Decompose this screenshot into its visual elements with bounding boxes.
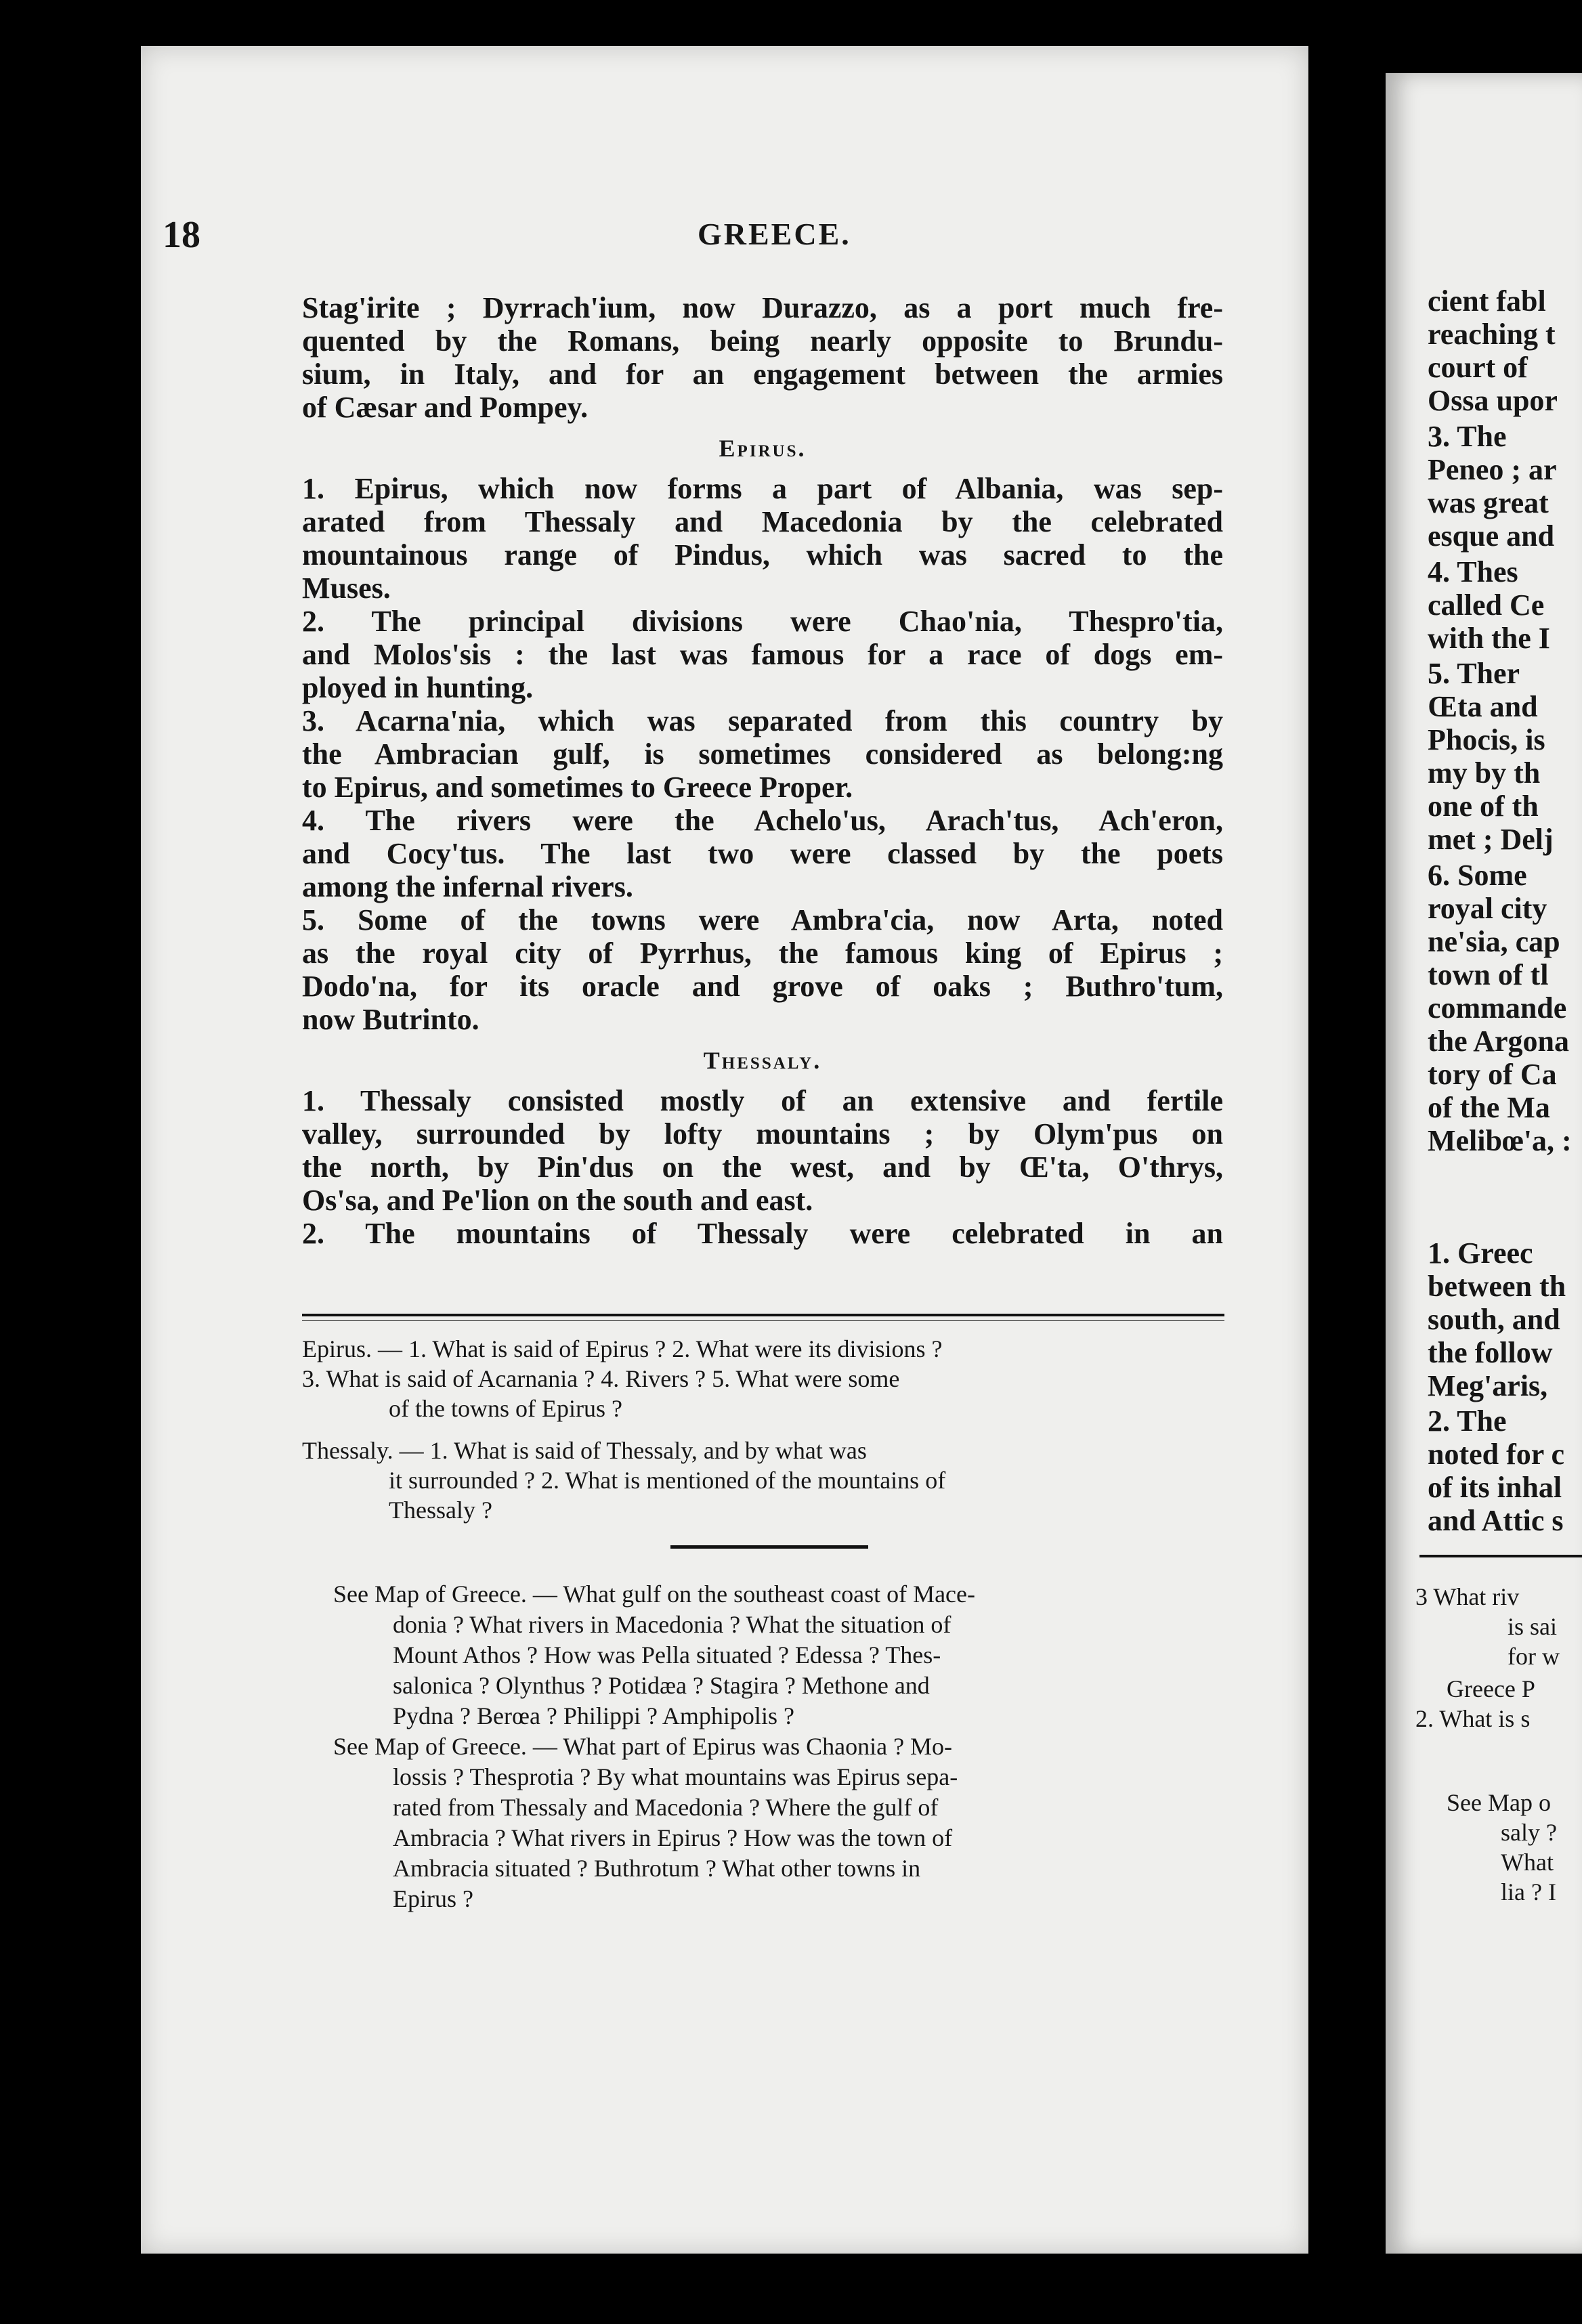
question-line: of the towns of Epirus ? — [389, 1395, 622, 1422]
right-line: noted for c — [1428, 1438, 1565, 1471]
map-question-line: Mount Athos ? How was Pella situated ? Edessa ? Thes- — [393, 1641, 941, 1669]
right-small-line: is sai — [1508, 1613, 1558, 1640]
right-line: reaching t — [1428, 318, 1556, 351]
map-question-line: See Map of Greece. — What gulf on the southeast coast of Mace- — [333, 1580, 976, 1608]
text-line: 1. Thessaly consisted mostly of an extensive and fertile — [302, 1084, 1223, 1117]
review-questions — [302, 1334, 1223, 1537]
main-text — [302, 291, 1223, 1250]
text-line: arated from Thessaly and Macedonia by the celebrated — [302, 505, 1223, 538]
right-line: of its inhal — [1428, 1471, 1562, 1504]
question-line: Thessaly. — 1. What is said of Thessaly, and by what was — [302, 1437, 867, 1464]
right-line: commande — [1428, 991, 1567, 1025]
text-line: mountainous range of Pindus, which was sacred to the — [302, 538, 1223, 572]
questions-epirus — [302, 1334, 1223, 1423]
right-line: my by th — [1428, 756, 1541, 790]
right-small-line: 2. What is s — [1415, 1705, 1531, 1732]
right-line: esque and — [1428, 519, 1555, 553]
section-rule — [302, 1314, 1224, 1321]
text-line: sium, in Italy, and for an engagement between the armies — [302, 358, 1223, 391]
right-line: 3. The — [1428, 420, 1507, 453]
page-gutter — [1308, 41, 1386, 2275]
right-line: one of th — [1428, 790, 1539, 823]
right-line: called Ce — [1428, 588, 1545, 622]
right-small-line: 3 What riv — [1415, 1583, 1520, 1610]
right-line: royal city — [1428, 892, 1547, 925]
text-line: now Butrinto. — [302, 1003, 479, 1036]
right-line: was great — [1428, 486, 1549, 519]
right-line: 1. Greec — [1428, 1236, 1533, 1270]
running-head: GREECE. — [698, 217, 851, 251]
map-question-line: Ambracia situated ? Buthrotum ? What other towns in — [393, 1855, 921, 1882]
text-line: valley, surrounded by lofty mountains ; by Olym'pus on — [302, 1117, 1223, 1150]
map-question-line: donia ? What rivers in Macedonia ? What the situation of — [393, 1611, 952, 1638]
right-line: 2. The — [1428, 1404, 1507, 1438]
map-question-line: See Map of Greece. — What part of Epirus was Chaonia ? Mo- — [333, 1733, 953, 1760]
right-small-line: for w — [1508, 1643, 1560, 1670]
section-heading-epirus: Epirus. — [719, 435, 807, 462]
question-line: 3. What is said of Acarnania ? 4. Rivers ? 5. What were some — [302, 1365, 900, 1392]
map-question-line: lossis ? Thesprotia ? By what mountains was Epirus sepa- — [393, 1763, 958, 1790]
right-line: Peneo ; ar — [1428, 453, 1557, 486]
right-small-line: See Map o — [1447, 1789, 1551, 1816]
right-line: tory of Ca — [1428, 1058, 1557, 1091]
question-line: Thessaly ? — [389, 1497, 492, 1524]
text-line: and Cocy'tus. The last two were classed by the poets — [302, 837, 1223, 870]
right-line: Phocis, is — [1428, 723, 1545, 756]
right-line: Ossa upor — [1428, 384, 1558, 417]
right-line: Melibœ'a, : — [1428, 1124, 1572, 1157]
text-line: 5. Some of the towns were Ambra'cia, now Arta, noted — [302, 903, 1223, 937]
text-line: and Molos'sis : the last was famous for a race of dogs em- — [302, 638, 1223, 671]
text-line: 2. The principal divisions were Chao'nia, Thespro'tia, — [302, 605, 1223, 638]
right-line: south, and — [1428, 1303, 1560, 1336]
text-line: Os'sa, and Pe'lion on the south and east. — [302, 1184, 813, 1217]
right-line: 6. Some — [1428, 859, 1527, 892]
map-question-line: salonica ? Olynthus ? Potidæa ? Stagira ? Methone and — [393, 1672, 930, 1699]
map-question-line: Epirus ? — [393, 1885, 473, 1912]
question-line: it surrounded ? 2. What is mentioned of the mountains of — [389, 1467, 946, 1494]
right-line: town of tl — [1428, 958, 1549, 991]
text-line: Stag'irite ; Dyrrach'ium, now Durazzo, as a port much fre- — [302, 291, 1223, 324]
text-line: quented by the Romans, being nearly opposite to Brundu- — [302, 324, 1223, 358]
section-heading-thessaly: Thessaly. — [703, 1047, 822, 1074]
map-question-line: Ambracia ? What rivers in Epirus ? How was the town of — [393, 1824, 953, 1851]
right-line: 5. Ther — [1428, 657, 1520, 690]
questions-thessaly — [302, 1436, 1223, 1525]
text-line: the Ambracian gulf, is sometimes considered as belong:ng — [302, 737, 1223, 771]
right-line: of the Ma — [1428, 1091, 1550, 1124]
text-line: 1. Epirus, which now forms a part of Albania, was sep- — [302, 472, 1223, 505]
text-line: as the royal city of Pyrrhus, the famous king of Epirus ; — [302, 937, 1223, 970]
right-rule — [1419, 1555, 1582, 1557]
right-small-line: saly ? — [1501, 1819, 1557, 1846]
right-line: 4. Thes — [1428, 555, 1518, 588]
right-small-line: What — [1501, 1849, 1554, 1876]
right-line: met ; Delj — [1428, 823, 1554, 856]
text-line: among the infernal rivers. — [302, 870, 633, 903]
text-line: Dodo'na, for its oracle and grove of oaks ; Buthro'tum, — [302, 970, 1223, 1003]
text-line: ployed in hunting. — [302, 671, 534, 704]
map-questions — [333, 1579, 1224, 1914]
right-line: Œta and — [1428, 690, 1538, 723]
right-small-line: Greece P — [1447, 1675, 1535, 1702]
right-line: court of — [1428, 351, 1528, 384]
right-small-line: lia ? I — [1501, 1878, 1556, 1906]
short-rule — [670, 1545, 868, 1549]
page-number: 18 — [163, 214, 200, 256]
text-line: to Epirus, and sometimes to Greece Proper. — [302, 771, 853, 804]
text-line: Muses. — [302, 572, 391, 605]
text-line: 3. Acarna'nia, which was separated from this country by — [302, 704, 1223, 737]
right-line: with the I — [1428, 622, 1550, 655]
right-line: and Attic s — [1428, 1504, 1564, 1537]
right-line: Meg'aris, — [1428, 1369, 1548, 1402]
right-line: the Argona — [1428, 1025, 1569, 1058]
map-question-line: rated from Thessaly and Macedonia ? Where the gulf of — [393, 1794, 939, 1821]
text-line: of Cæsar and Pompey. — [302, 391, 589, 424]
question-line: Epirus. — 1. What is said of Epirus ? 2. What were its divisions ? — [302, 1335, 943, 1362]
right-line: between th — [1428, 1270, 1566, 1303]
right-line: the follow — [1428, 1336, 1553, 1369]
text-line: the north, by Pin'dus on the west, and by Œ'ta, O'thrys, — [302, 1150, 1223, 1184]
right-line: cient fabl — [1428, 284, 1546, 318]
text-line: 2. The mountains of Thessaly were celebrated in an — [302, 1217, 1223, 1250]
right-line: ne'sia, cap — [1428, 925, 1560, 958]
page-header — [163, 213, 1226, 254]
text-line: 4. The rivers were the Achelo'us, Arach'tus, Ach'eron, — [302, 804, 1223, 837]
map-question-line: Pydna ? Berœa ? Philippi ? Amphipolis ? — [393, 1702, 794, 1729]
